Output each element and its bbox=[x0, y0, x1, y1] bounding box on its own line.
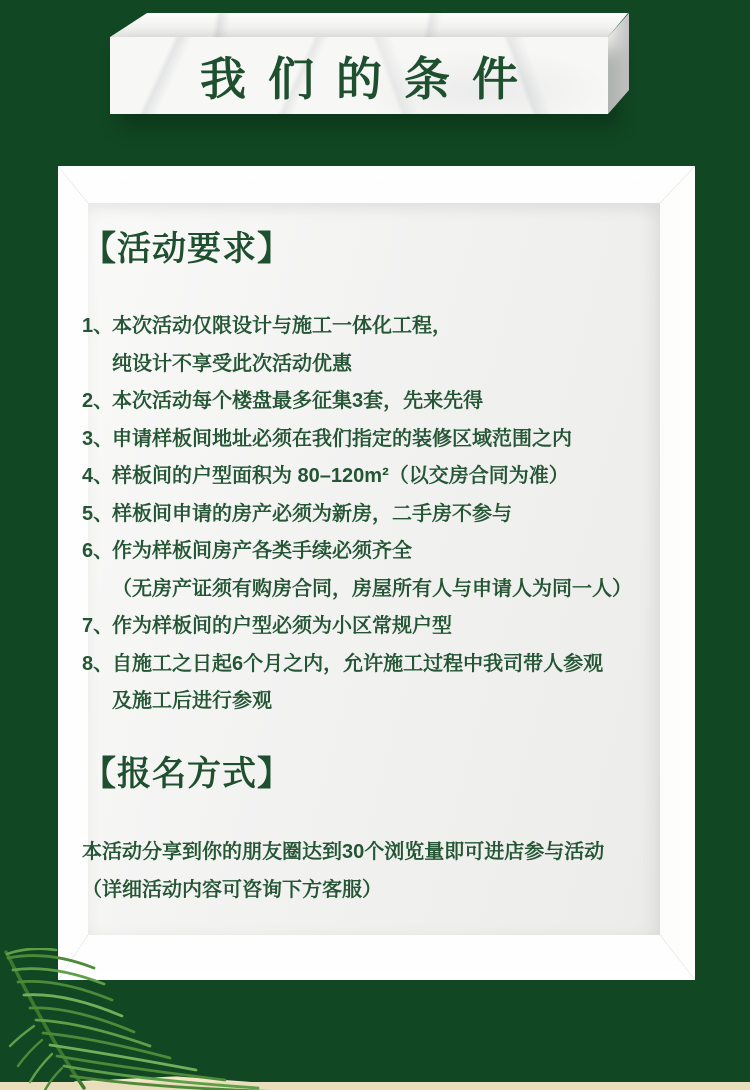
signup-heading: 【报名方式】 bbox=[82, 754, 292, 793]
requirement-text: 自施工之日起6个月之内，允许施工过程中我司带人参观 bbox=[112, 652, 604, 675]
requirement-number: 5、 bbox=[82, 502, 114, 525]
requirement-number: 1、 bbox=[82, 315, 114, 337]
requirement-text: 作为样板间的户型必须为小区常规户型 bbox=[112, 615, 452, 637]
requirement-line bbox=[82, 533, 674, 571]
requirement-number: 7、 bbox=[82, 615, 114, 637]
requirement-line bbox=[82, 683, 674, 721]
requirement-text: 作为样板间房产各类手续必须齐全 bbox=[112, 540, 412, 562]
signup-line: 本活动分享到你的朋友圈达到30个浏览量即可进店参与活动 bbox=[82, 840, 605, 863]
requirement-number: 8、 bbox=[82, 652, 114, 675]
marble-banner bbox=[110, 13, 634, 114]
requirement-line bbox=[82, 346, 674, 384]
requirement-text: 本次活动仅限设计与施工一体化工程， bbox=[112, 315, 452, 337]
banner-front-face bbox=[110, 37, 608, 114]
requirement-text: 样板间的户型面积为 80–120m²（以交房合同为准） bbox=[112, 465, 569, 487]
banner-top-face bbox=[110, 13, 634, 37]
requirement-text: 申请样板间地址必须在我们指定的装修区域范围之内 bbox=[112, 427, 572, 450]
requirement-number: 6、 bbox=[82, 540, 114, 562]
banner-title: 我们的条件 bbox=[200, 53, 540, 105]
panel-content bbox=[82, 226, 674, 909]
requirement-number: 2、 bbox=[82, 390, 114, 412]
requirement-line bbox=[82, 421, 674, 459]
requirements-heading: 【活动要求】 bbox=[82, 230, 292, 268]
requirement-line bbox=[82, 458, 674, 496]
signup-text bbox=[82, 833, 674, 909]
signup-line: （详细活动内容可咨询下方客服） bbox=[82, 878, 382, 901]
requirement-line bbox=[82, 383, 674, 421]
requirement-line bbox=[82, 496, 674, 534]
requirement-text: 本次活动每个楼盘最多征集3套，先来先得 bbox=[112, 390, 484, 412]
palm-leaf-icon bbox=[0, 948, 310, 1090]
requirement-text: 及施工后进行参观 bbox=[112, 690, 272, 712]
requirement-line bbox=[82, 646, 674, 684]
requirement-line bbox=[82, 608, 674, 646]
requirement-number: 3、 bbox=[82, 427, 114, 450]
requirement-text: 纯设计不享受此次活动优惠 bbox=[112, 352, 352, 375]
requirement-text: （无房产证须有购房合同，房屋所有人与申请人为同一人） bbox=[112, 577, 632, 600]
requirements-list bbox=[82, 308, 674, 721]
requirement-number: 4、 bbox=[82, 465, 114, 487]
requirement-line bbox=[82, 308, 674, 346]
requirement-line bbox=[82, 571, 674, 609]
requirement-text: 样板间申请的房产必须为新房，二手房不参与 bbox=[112, 502, 512, 525]
